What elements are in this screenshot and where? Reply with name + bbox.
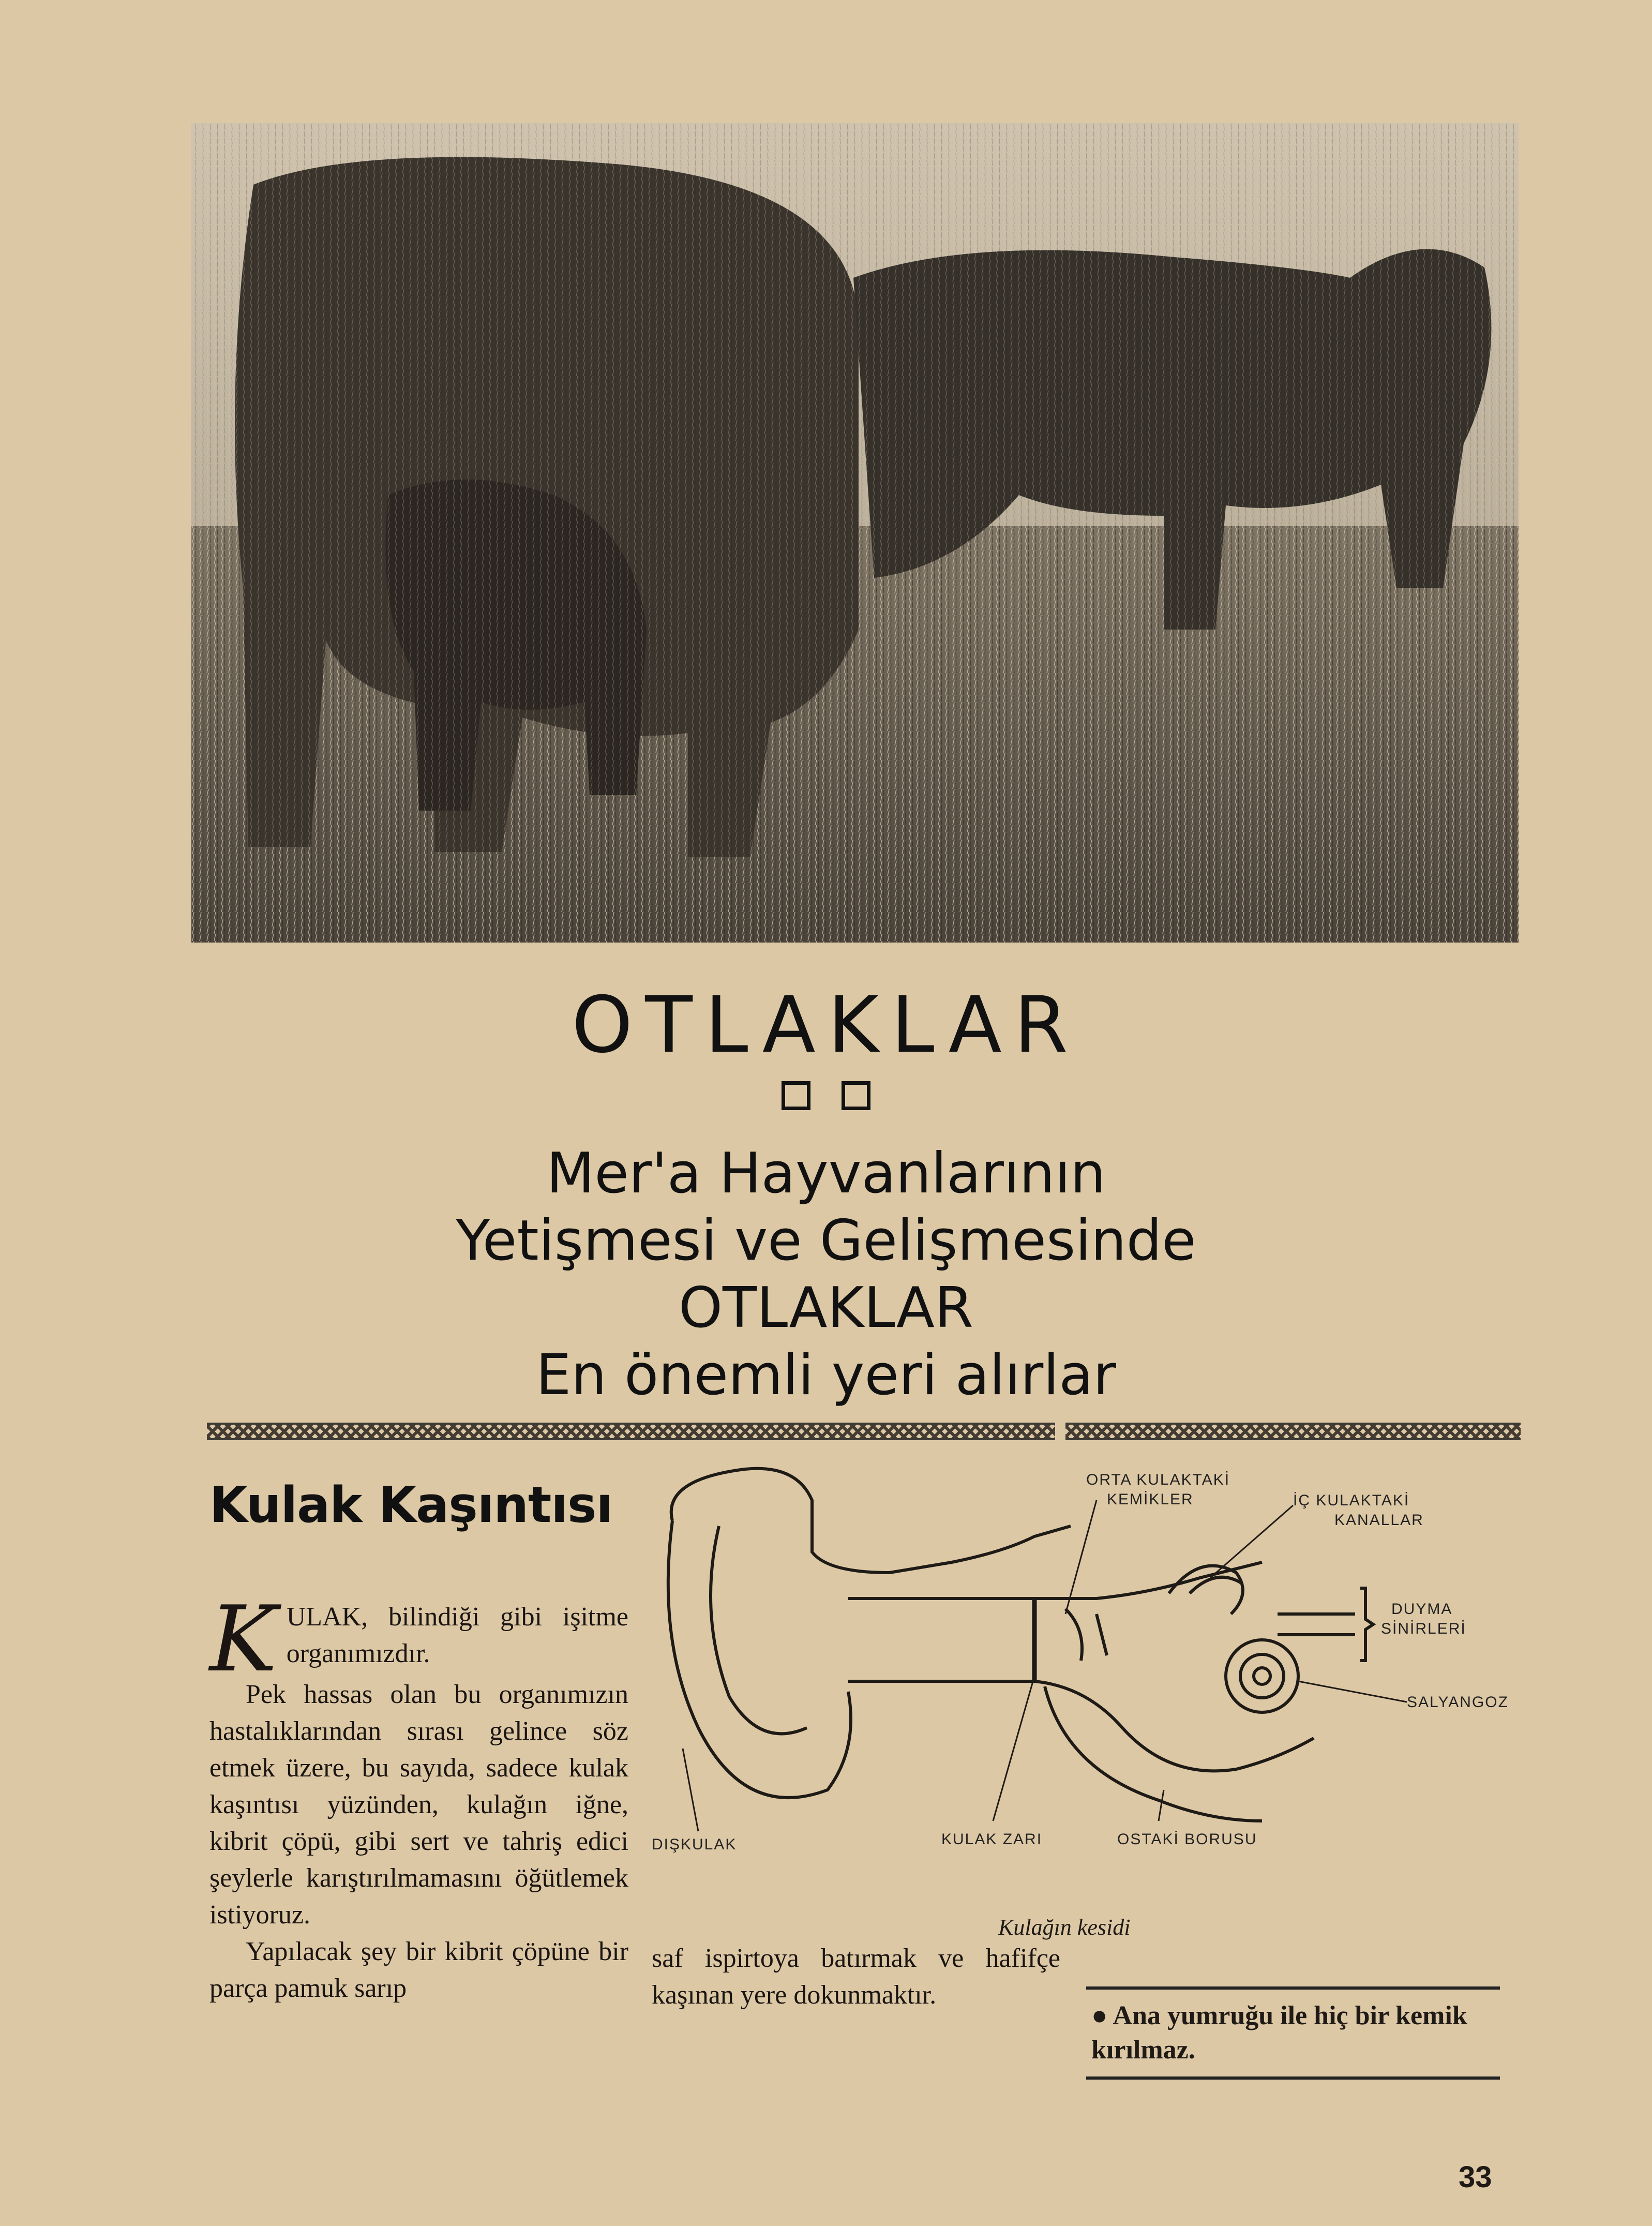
drop-cap: K [209,1587,277,1692]
label-ostaki: OSTAKİ BORUSU [1117,1831,1257,1848]
cattle-image [191,123,1519,943]
decorative-rule-left [207,1423,1055,1440]
label-diskulak: DIŞKULAK [652,1836,737,1853]
subtitle-line-2: Yetişmesi ve Gelişmesinde [456,1208,1196,1273]
leader-eustachian [1159,1790,1164,1821]
diagram-caption: Kulağın kesidi [998,1915,1131,1940]
label-ic-kulak-1: İÇ KULAKTAKİ [1293,1492,1410,1509]
article-paragraph-2: Pek hassas olan bu organımızın hastalıklarından sırası gelince söz etmek üzere, bu sayıda, sadece kulak kaşıntısı yüzünden, kulağın iğne, kibrit çöpü, gibi sert ve tahriş edici şeylerle karıştırılmamasını öğütlemek istiyoruz. [209,1680,628,1930]
ear-cross-section-diagram [641,1459,1521,1904]
outer-ear-top [671,1469,1071,1573]
article-paragraph-1: K ULAK, bilindiği gibi işitme organımızdır. [209,1587,628,1692]
article-column-2: saf ispirtoya batırmak ve hafifçe kaşınan yere dokunmaktır. [652,1944,1060,2010]
label-orta-kulak-2: KEMİKLER [1107,1491,1194,1508]
auditory-nerves [1278,1614,1355,1635]
cochlea-core [1254,1668,1270,1684]
leader-canals [1210,1505,1293,1578]
label-kulak-zari: KULAK ZARI [941,1831,1043,1848]
leader-cochlea [1298,1681,1407,1702]
nerve-bracket [1360,1588,1373,1661]
subtitle-line-1: Mer'a Hayvanlarının [546,1141,1106,1206]
cattle-photo [191,123,1519,943]
canal-bottom [848,1681,1314,1771]
article-heading: Kulak Kaşıntısı [209,1477,613,1534]
ossicles [1065,1609,1107,1661]
callout-note: ● Ana yumruğu ile hiç bir kemik kırılmaz. [1086,1986,1500,2080]
semicircular-canal-1 [1169,1566,1243,1614]
title-ornament [0,1081,1652,1113]
label-orta-kulak-1: ORTA KULAKTAKİ [1086,1471,1230,1488]
inner-auricle [711,1526,807,1734]
cochlea-inner [1240,1654,1284,1698]
leader-eardrum [993,1676,1034,1821]
label-ic-kulak-2: KANALLAR [1334,1512,1424,1529]
cochlea-outer [1226,1640,1298,1712]
label-duyma-2: SİNİRLERİ [1381,1620,1466,1637]
decorative-rule-right [1065,1423,1521,1440]
main-title: OTLAKLAR [572,980,1080,1070]
page-number: 33 [1459,2160,1492,2194]
subtitle-line-3: OTLAKLAR [679,1276,973,1340]
article-paragraph-3: Yapılacak şey bir kibrit çöpüne bir parça pamuk sarıp [209,1937,628,2003]
article-column-1 [209,1587,628,2007]
label-salyangoz: SALYANGOZ [1407,1694,1509,1711]
leader-outer-ear [683,1749,698,1831]
subtitle-line-4: En önemli yeri alırlar [536,1343,1116,1408]
label-duyma-1: DUYMA [1391,1601,1453,1618]
